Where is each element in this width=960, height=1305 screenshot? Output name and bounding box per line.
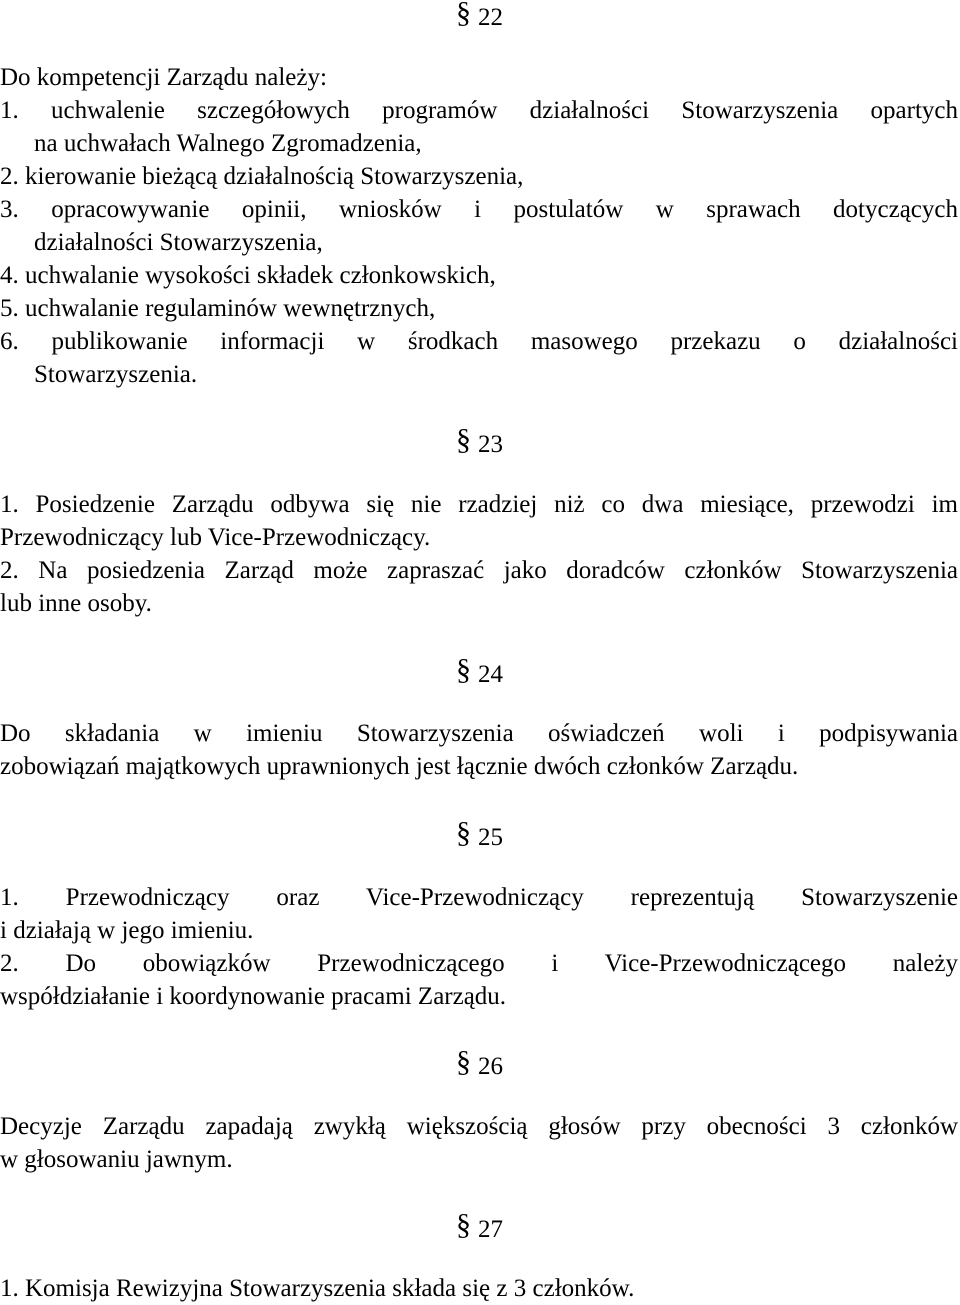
section-heading-24: § 24 (456, 653, 503, 688)
paragraph-line: 2. Do obowiązków Przewodniczącego i Vice-Przewodniczącego należy (0, 950, 958, 977)
section-sign-icon: § (456, 1045, 471, 1078)
list-item: 3. opracowywanie opinii, wniosków i postulatów w sprawach dotyczących (0, 196, 958, 223)
section-heading-22: § 22 (456, 0, 503, 34)
list-item-continuation: działalności Stowarzyszenia, (34, 229, 323, 256)
paragraph-line: współdziałanie i koordynowanie pracami Zarządu. (0, 983, 507, 1010)
section-sign-icon: § (456, 423, 471, 456)
paragraph-line: w głosowaniu jawnym. (0, 1146, 233, 1173)
list-item: 2. kierowanie bieżącą działalnością Stowarzyszenia, (0, 163, 524, 190)
paragraph-line: 1. Przewodniczący oraz Vice-Przewodniczący reprezentują Stowarzyszenie (0, 884, 958, 911)
paragraph-line: i działają w jego imieniu. (0, 917, 254, 944)
section-sign-icon: § (456, 653, 471, 686)
list-item: 5. uchwalanie regulaminów wewnętrznych, (0, 295, 436, 322)
paragraph-line: Decyzje Zarządu zapadają zwykłą większością głosów przy obecności 3 członków (0, 1113, 958, 1140)
list-item-continuation: na uchwałach Walnego Zgromadzenia, (34, 130, 422, 157)
paragraph-line: 1. Posiedzenie Zarządu odbywa się nie rzadziej niż co dwa miesiące, przewodzi im (0, 491, 958, 518)
list-item-continuation: Stowarzyszenia. (34, 361, 198, 388)
paragraph-line: 2. Na posiedzenia Zarząd może zapraszać jako doradców członków Stowarzyszenia (0, 557, 958, 584)
paragraph-line: Przewodniczący lub Vice-Przewodniczący. (0, 524, 431, 551)
section-heading-27: § 27 (456, 1208, 503, 1243)
paragraph-line: lub inne osoby. (0, 590, 152, 617)
section-heading-25: § 25 (456, 816, 503, 851)
paragraph-line: Do kompetencji Zarządu należy: (0, 64, 327, 91)
section-heading-23: § 23 (456, 423, 503, 458)
section-heading-26: § 26 (456, 1045, 503, 1080)
paragraph-line: zobowiązań majątkowych uprawnionych jest łącznie dwóch członków Zarządu. (0, 753, 799, 780)
list-item: 6. publikowanie informacji w środkach masowego przekazu o działalności (0, 328, 958, 355)
paragraph-line: Do składania w imieniu Stowarzyszenia oświadczeń woli i podpisywania (0, 720, 958, 747)
section-sign-icon: § (456, 816, 471, 849)
section-sign-icon: § (456, 1208, 471, 1241)
paragraph-line: 1. Komisja Rewizyjna Stowarzyszenia składa się z 3 członków. (0, 1275, 635, 1302)
list-item: 1. uchwalenie szczegółowych programów działalności Stowarzyszenia opartych (0, 97, 958, 124)
section-sign-icon: § (456, 0, 471, 29)
list-item: 4. uchwalanie wysokości składek członkowskich, (0, 262, 496, 289)
